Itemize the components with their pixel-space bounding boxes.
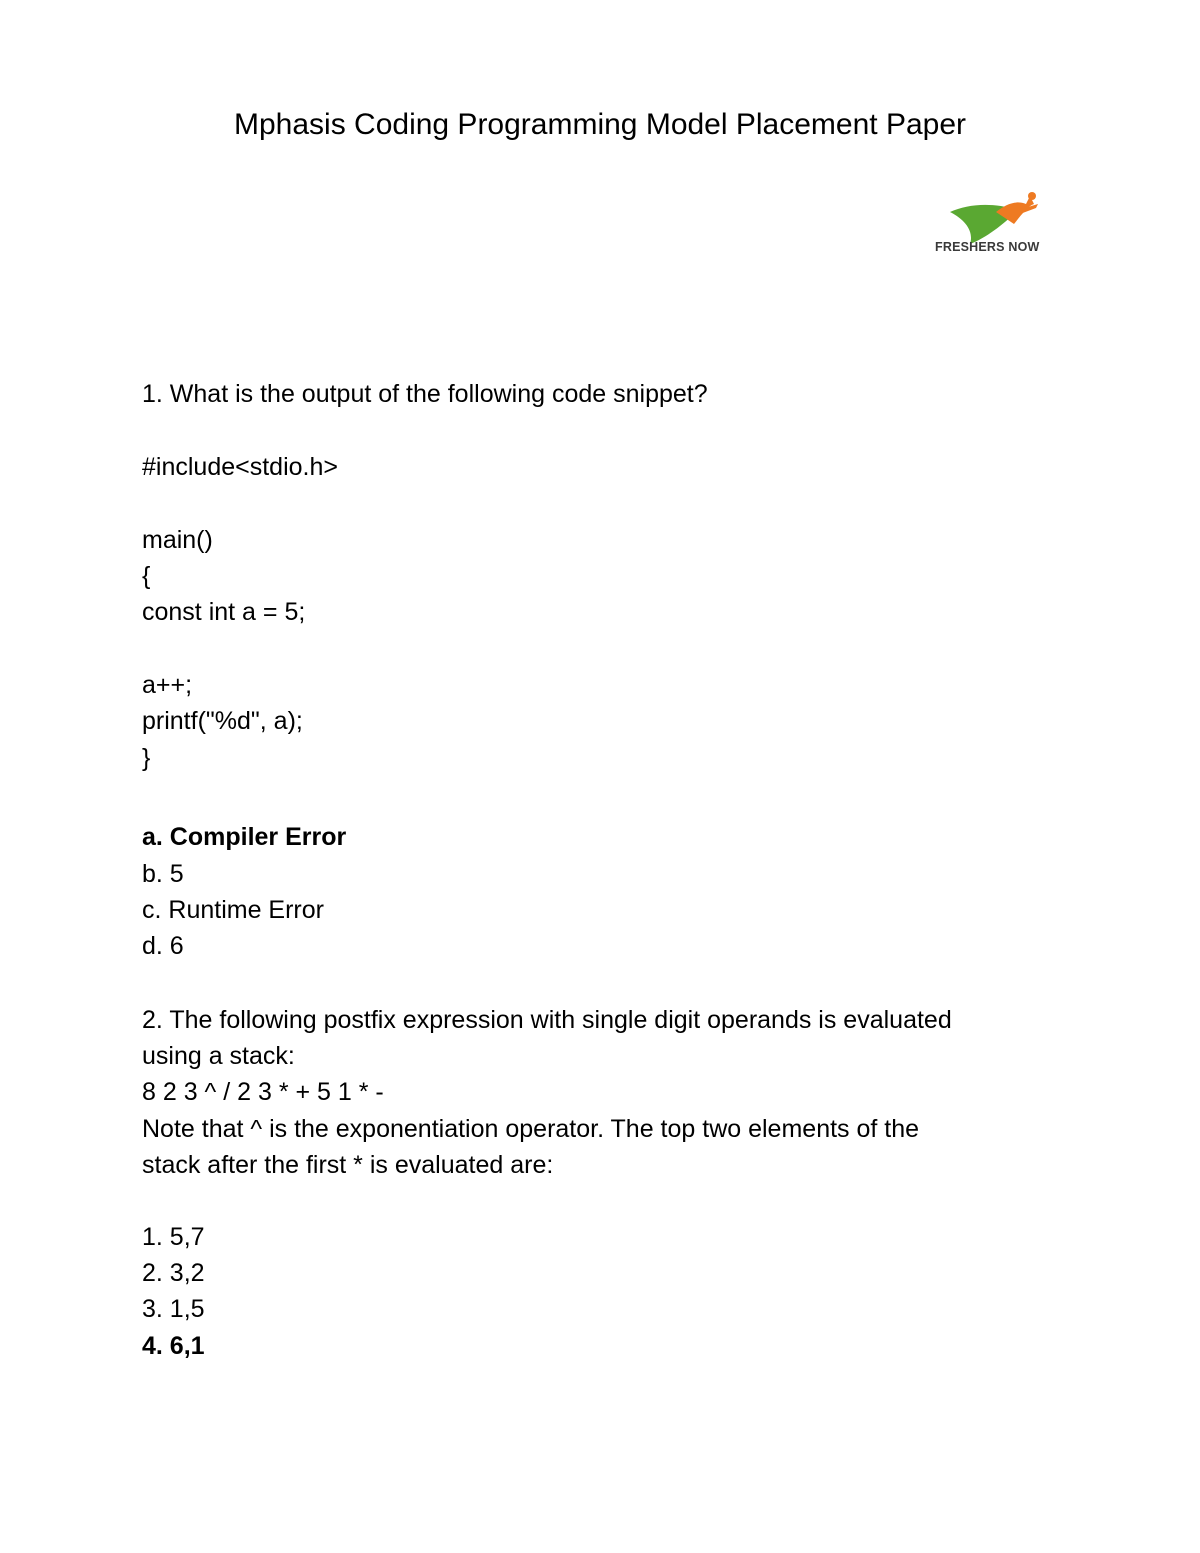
code-line: const int a = 5; bbox=[142, 598, 306, 626]
option-d: d. 6 bbox=[142, 932, 184, 960]
question-2-line: Note that ^ is the exponentiation operator. The top two elements of the bbox=[142, 1115, 920, 1143]
option-2: 2. 3,2 bbox=[142, 1259, 205, 1287]
option-4-correct: 4. 6,1 bbox=[142, 1332, 205, 1360]
option-1: 1. 5,7 bbox=[142, 1223, 205, 1251]
code-line: main() bbox=[142, 526, 213, 554]
question-2-line: stack after the first * is evaluated are: bbox=[142, 1151, 554, 1179]
page-title: Mphasis Coding Programming Model Placement Paper bbox=[233, 108, 966, 141]
postfix-expression: 8 2 3 ^ / 2 3 * + 5 1 * - bbox=[142, 1078, 384, 1106]
code-line: } bbox=[142, 744, 151, 772]
question-2-line: 2. The following postfix expression with single digit operands is evaluated bbox=[142, 1006, 952, 1034]
question-1: 1. What is the output of the following code snippet? bbox=[142, 380, 708, 408]
option-a-correct: a. Compiler Error bbox=[142, 823, 347, 851]
code-line: #include<stdio.h> bbox=[142, 453, 338, 481]
option-3: 3. 1,5 bbox=[142, 1295, 205, 1323]
code-line: a++; bbox=[142, 671, 193, 699]
code-line: printf("%d", a); bbox=[142, 707, 303, 735]
freshers-now-logo bbox=[932, 190, 1047, 265]
question-2-line: using a stack: bbox=[142, 1042, 295, 1070]
option-b: b. 5 bbox=[142, 860, 184, 888]
option-c: c. Runtime Error bbox=[142, 896, 324, 924]
code-line: { bbox=[142, 562, 151, 590]
logo-text: FRESHERS NOW bbox=[935, 240, 1040, 254]
